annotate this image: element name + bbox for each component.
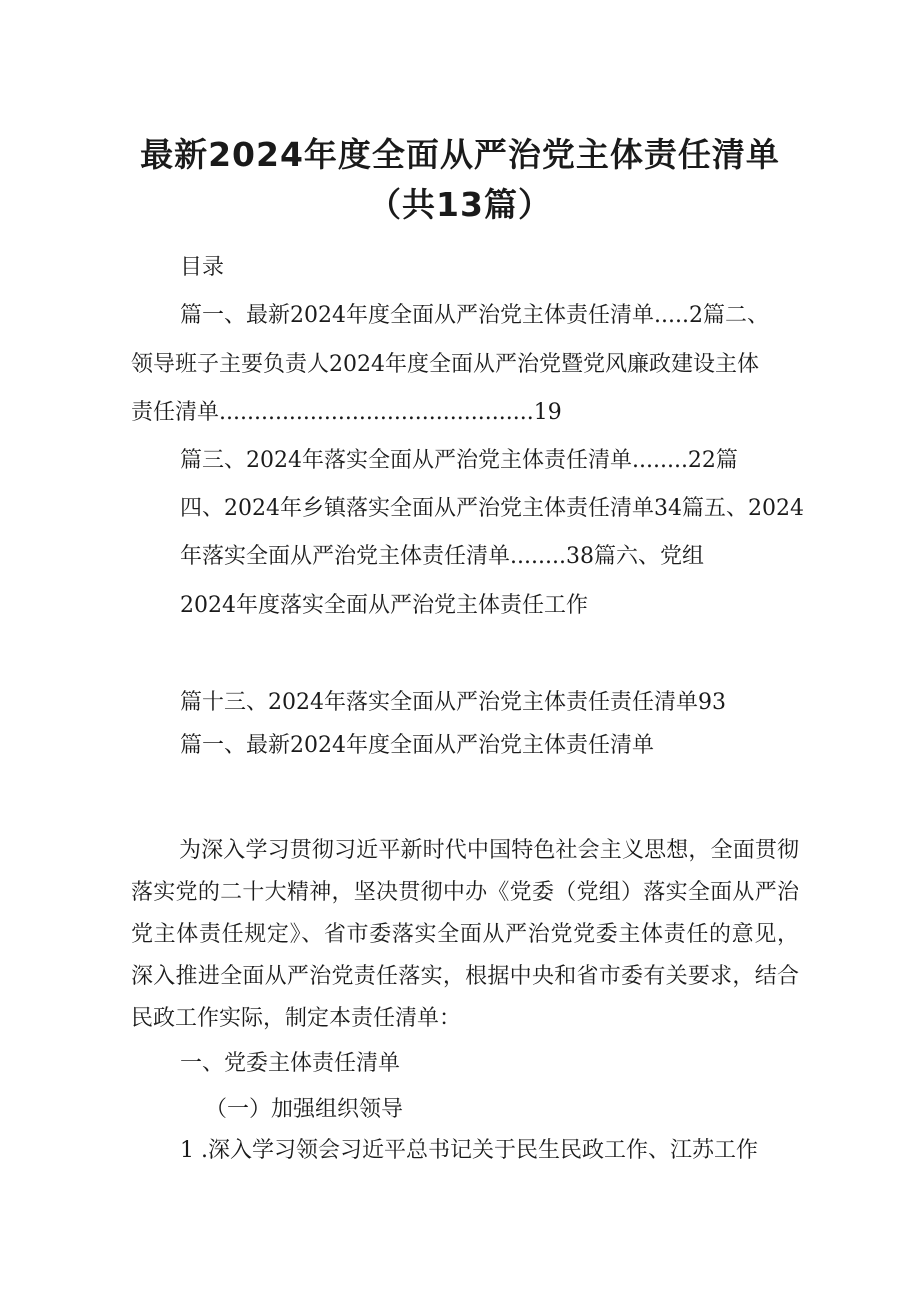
title-line-2: （共13篇） [368, 185, 552, 224]
section-heading: 篇一、最新2024年度全面从严治党主体责任清单 [180, 733, 654, 758]
title-line-1: 最新2024年度全面从严治党主体责任清单 [140, 135, 780, 174]
toc-label: 目录 [180, 255, 225, 280]
toc-line: 年落实全面从严治党主体责任清单........38篇六、党组 [180, 544, 704, 569]
toc-line: 2024年度落实全面从严治党主体责任工作 [180, 593, 588, 618]
toc-line: 篇三、2024年落实全面从严治党主体责任清单........22篇 [180, 448, 738, 473]
intro-paragraph: 为深入学习贯彻习近平新时代中国特色社会主义思想，全面贯彻落实党的二十大精神，坚决贯彻中办《党委（党组）落实全面从严治党主体责任规定》、省市委落实全面从严治党党委主体责任的意见，深入推进全面从严治党责任落实，根据中央和省市委有关要求，结合民政工作实际，制定本责任清单： [131, 838, 799, 1031]
toc-line: 责任清单.............................................19 [131, 400, 562, 425]
toc-line: 领导班子主要负责人2024年度全面从严治党暨党风廉政建设主体 [131, 352, 759, 377]
heading-level-2: （一）加强组织领导 [205, 1097, 404, 1122]
toc-line: 篇一、最新2024年度全面从严治党主体责任清单.....2篇二、 [180, 303, 769, 328]
heading-level-1: 一、党委主体责任清单 [180, 1051, 401, 1076]
toc-line-last: 篇十三、2024年落实全面从严治党主体责任责任清单93 [180, 690, 726, 715]
list-item: 1 .深入学习领会习近平总书记关于民生民政工作、江苏工作 [180, 1138, 758, 1163]
toc-line: 四、2024年乡镇落实全面从严治党主体责任清单34篇五、2024 [180, 496, 804, 521]
document-title [0, 130, 920, 230]
